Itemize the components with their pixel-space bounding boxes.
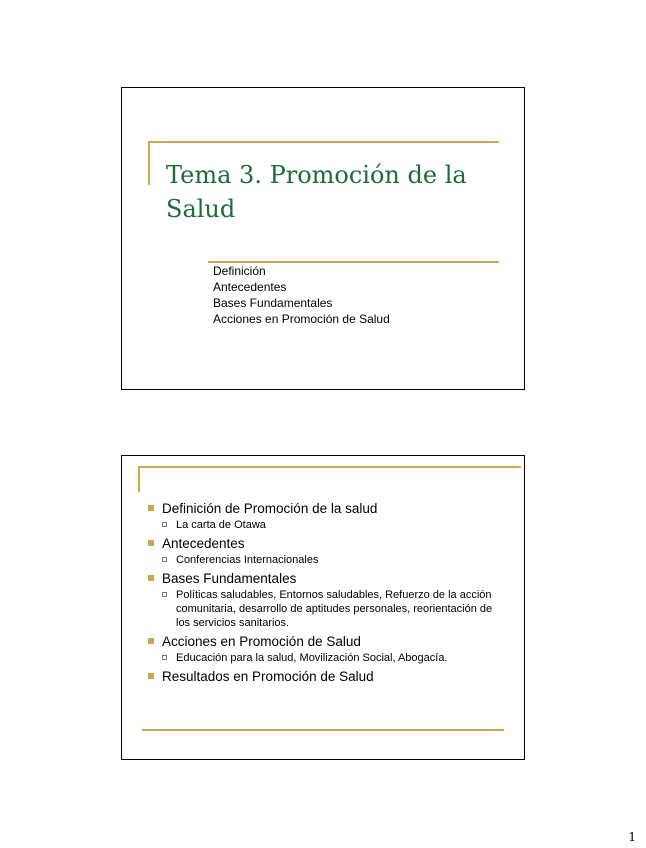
bullet-item: [148, 499, 508, 518]
bullet-text: Resultados en Promoción de Salud: [162, 669, 374, 684]
square-bullet-icon: [148, 505, 154, 511]
sub-bullet-text: Políticas saludables, Entornos saludables, Refuerzo de la acción comunitaria, desarrollo de aptitudes personales, reorientación de los servicios sanitarios.: [176, 589, 493, 629]
square-bullet-icon: [148, 575, 154, 581]
slide-title: Tema 3. Promoción de la Salud: [166, 161, 467, 223]
hollow-square-icon: [162, 655, 167, 660]
page-number: 1: [628, 830, 636, 844]
sub-bullet-text: Educación para la salud, Movilización Social, Abogacía.: [176, 652, 448, 664]
accent-line-left: [138, 466, 140, 492]
subtitle-item: Definición: [213, 264, 266, 278]
bullet-text: Bases Fundamentales: [162, 571, 297, 586]
sub-bullet-item: [148, 651, 508, 665]
accent-line-top: [148, 141, 499, 143]
accent-line-bottom: [142, 729, 504, 731]
sub-bullet-text: La carta de Otawa: [176, 519, 266, 531]
bullet-item: [148, 534, 508, 553]
sub-bullet-item: [148, 518, 508, 532]
bullet-text: Acciones en Promoción de Salud: [162, 634, 361, 649]
square-bullet-icon: [148, 673, 154, 679]
bullet-item: [148, 632, 508, 651]
hollow-square-icon: [162, 522, 167, 527]
subtitle-list: [213, 263, 390, 327]
accent-line-left: [148, 141, 150, 185]
bullet-text: Definición de Promoción de la salud: [162, 501, 378, 516]
square-bullet-icon: [148, 540, 154, 546]
accent-line-top: [138, 466, 521, 468]
bullet-item: [148, 569, 508, 588]
slide-2: [121, 455, 525, 760]
square-bullet-icon: [148, 638, 154, 644]
subtitle-item: Antecedentes: [213, 280, 287, 294]
bullet-text: Antecedentes: [162, 536, 245, 551]
hollow-square-icon: [162, 592, 167, 597]
subtitle-item: Acciones en Promoción de Salud: [213, 312, 390, 326]
bullet-item: [148, 667, 508, 686]
bullet-list: [148, 499, 508, 686]
slide-1: [121, 87, 525, 390]
sub-bullet-item: [148, 553, 508, 567]
hollow-square-icon: [162, 557, 167, 562]
subtitle-item: Bases Fundamentales: [213, 296, 333, 310]
sub-bullet-item: [148, 588, 508, 630]
sub-bullet-text: Conferencias Internacionales: [176, 554, 319, 566]
